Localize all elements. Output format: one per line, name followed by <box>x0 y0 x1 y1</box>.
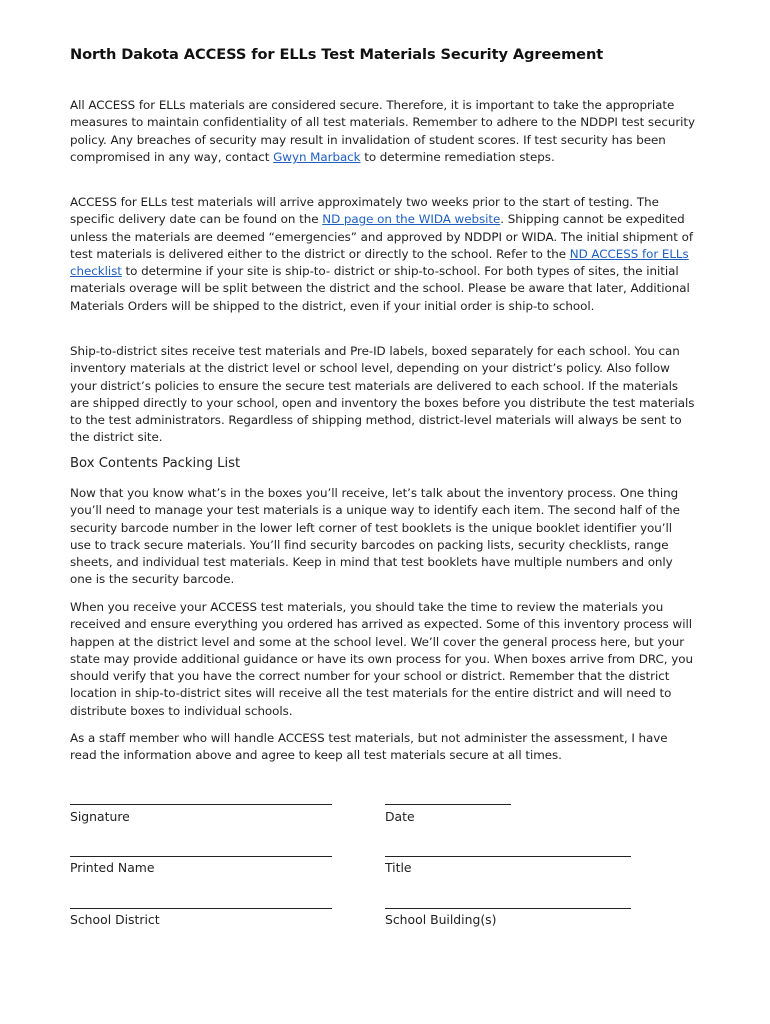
school-building-line[interactable] <box>385 908 631 909</box>
title-line[interactable] <box>385 856 631 857</box>
school-building-label: School Building(s) <box>385 912 497 927</box>
paragraph-security <box>70 97 695 166</box>
wida-page-link[interactable]: ND page on the WIDA website <box>322 212 501 227</box>
signature-line[interactable] <box>70 804 332 805</box>
paragraph-agreement: As a staff member who will handle ACCESS test materials, but not administer the assessment, I have read the information above and agree to keep all test materials secure at all times. <box>70 731 668 763</box>
checklist-link[interactable]: ND ACCESS for ELLs checklist <box>70 246 689 279</box>
paragraph-inventory: Now that you know what’s in the boxes you’ll receive, let’s talk about the inventory process. One thing you’ll need to manage your test materials is a unique way to identify each item. The second half of the security barcode number in the lower left corner of test booklets is the unique booklet identifier you’ll use to track secure materials. You’ll find security barcodes on packing lists, security checklists, range sheets, and individual test materials. Keep in mind that test booklets have multiple numbers and only one is the security barcode. <box>70 486 680 587</box>
contact-link[interactable]: Gwyn Marback <box>273 149 361 164</box>
school-district-label: School District <box>70 912 160 927</box>
printed-name-line[interactable] <box>70 856 332 857</box>
paragraph-text: to determine remediation steps. <box>360 149 555 164</box>
paragraph-delivery <box>70 194 695 315</box>
paragraph-ship-to-district: Ship-to-district sites receive test materials and Pre-ID labels, boxed separately for each school. You can inventory materials at the district level or school level, depending on your district’s policy. Also follow your district’s policies to ensure the secure test materials are delivered to each school. If the materials are shipped directly to your school, open and inventory the boxes before you distribute the test materials to the test administrators. Regardless of shipping method, district-level materials will always be sent to the district site. <box>70 344 695 445</box>
printed-name-label: Printed Name <box>70 860 155 875</box>
date-line[interactable] <box>385 804 511 805</box>
date-label: Date <box>385 809 415 824</box>
section-heading: Box Contents Packing List <box>70 456 241 471</box>
document-title: North Dakota ACCESS for ELLs Test Materials Security Agreement <box>70 46 604 63</box>
paragraph-receiving: When you receive your ACCESS test materials, you should take the time to review the materials you received and ensure everything you ordered has arrived as expected. Some of this inventory process will happen at the district level and some at the school level. We’ll cover the general process here, but your state may provide additional guidance or have its own process for you. When boxes arrive from DRC, you should verify that you have the correct number for your school or district. Remember that the district location in ship-to-district sites will receive all the test materials for the entire district and will need to distribute boxes to individual schools. <box>70 600 693 718</box>
paragraph-text: to determine if your site is ship-to- district or ship-to-school. For both types of sites, the initial materials overage will be split between the district and the school. Please be aware that later, Additional Materials Orders will be shipped to the district, even if your initial order is ship-to school. <box>70 264 690 313</box>
title-label: Title <box>385 860 412 875</box>
paragraph-text: . Shipping cannot be expedited unless the materials are deemed “emergencies” and approved by NDDPI or WIDA. The initial shipment of test materials is delivered either to the district or directly to the school. Refer to the <box>70 212 693 261</box>
school-district-line[interactable] <box>70 908 332 909</box>
signature-label: Signature <box>70 809 130 824</box>
paragraph-text: ACCESS for ELLs test materials will arrive approximately two weeks prior to the start of testing. The specific delivery date can be found on the <box>70 195 659 227</box>
paragraph-text: All ACCESS for ELLs materials are considered secure. Therefore, it is important to take the appropriate measures to maintain confidentiality of all test materials. Remember to adhere to the NDDPI test security policy. Any breaches of security may result in invalidation of student scores. If test security has been compromised in any way, contact <box>70 98 696 164</box>
